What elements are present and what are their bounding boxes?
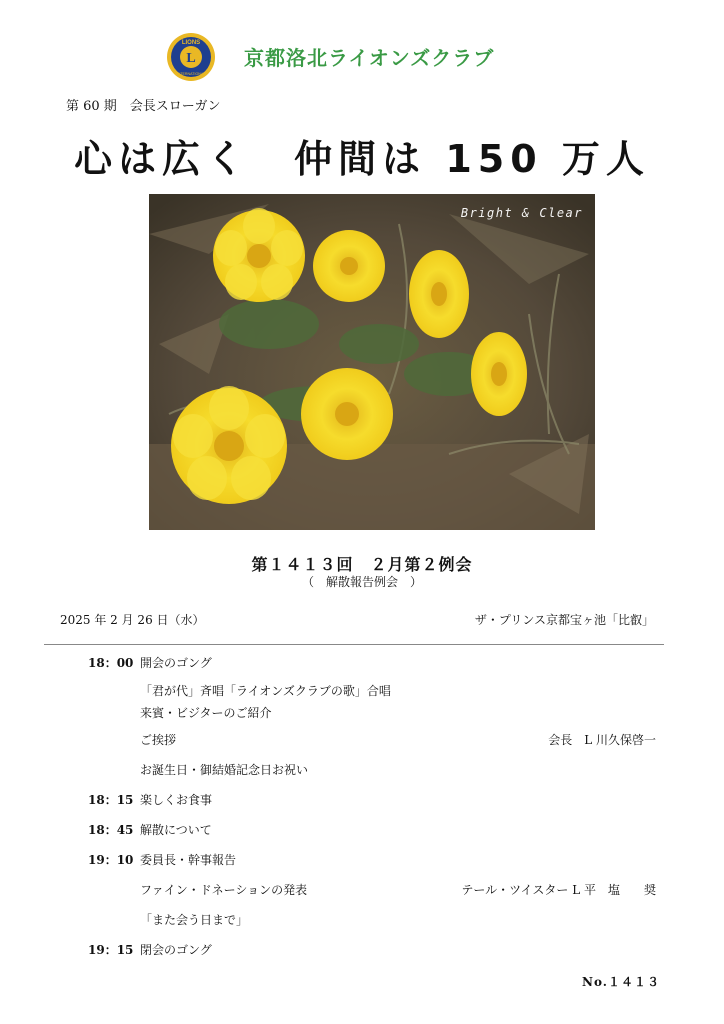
program-item: 楽しくお食事 — [140, 793, 213, 807]
program-item: 「また会う日まで」 — [140, 913, 249, 927]
program-time: 18：15 — [88, 793, 134, 807]
meeting-title: 第１４１３回 ２月第２例会 — [251, 555, 473, 574]
meeting-date: 2025 年 2 月 26 日（水） — [60, 613, 205, 627]
flower-photo — [149, 194, 595, 530]
divider — [44, 644, 664, 645]
program-item: 解散について — [140, 823, 212, 837]
program-time: 19：10 — [88, 853, 134, 867]
issue-number: No.１４１３ — [582, 975, 660, 989]
photo-caption: Bright & Clear — [460, 206, 583, 220]
program-item: 委員長・幹事報告 — [140, 853, 237, 867]
term-slogan-label: 第 60 期 会長スローガン — [66, 99, 221, 114]
logo-text: LIONS — [181, 40, 201, 46]
program-speaker: テール・ツイスター L 平 塩 奨 — [461, 883, 656, 897]
slogan: 心は広く 仲間は 150 万人 — [74, 137, 650, 181]
meeting-subtitle: （ 解散報告例会 ） — [301, 575, 422, 589]
program-time: 18：45 — [88, 823, 134, 837]
program-time: 19：15 — [88, 943, 134, 957]
meeting-venue: ザ・プリンス京都宝ヶ池「比叡」 — [474, 613, 654, 627]
program-item: お誕生日・御結婚記念日お祝い — [140, 763, 309, 777]
program-item: 来賓・ビジターのご紹介 — [140, 706, 272, 720]
lions-logo — [166, 32, 216, 82]
program-item: 「君が代」斉唱「ライオンズクラブの歌」合唱 — [140, 684, 391, 698]
program-speaker: 会長 L 川久保啓一 — [548, 733, 656, 747]
program-item: 開会のゴング — [140, 656, 212, 670]
program-time: 18：00 — [88, 656, 134, 670]
program-item: ファイン・ドネーションの発表 — [140, 883, 308, 897]
program-item: 閉会のゴング — [140, 943, 212, 957]
program-item: ご挨拶 — [140, 733, 177, 747]
club-name: 京都洛北ライオンズクラブ — [244, 46, 495, 70]
logo-letter: L — [186, 51, 196, 66]
logo-sub: INTERNATIONAL — [176, 72, 206, 76]
